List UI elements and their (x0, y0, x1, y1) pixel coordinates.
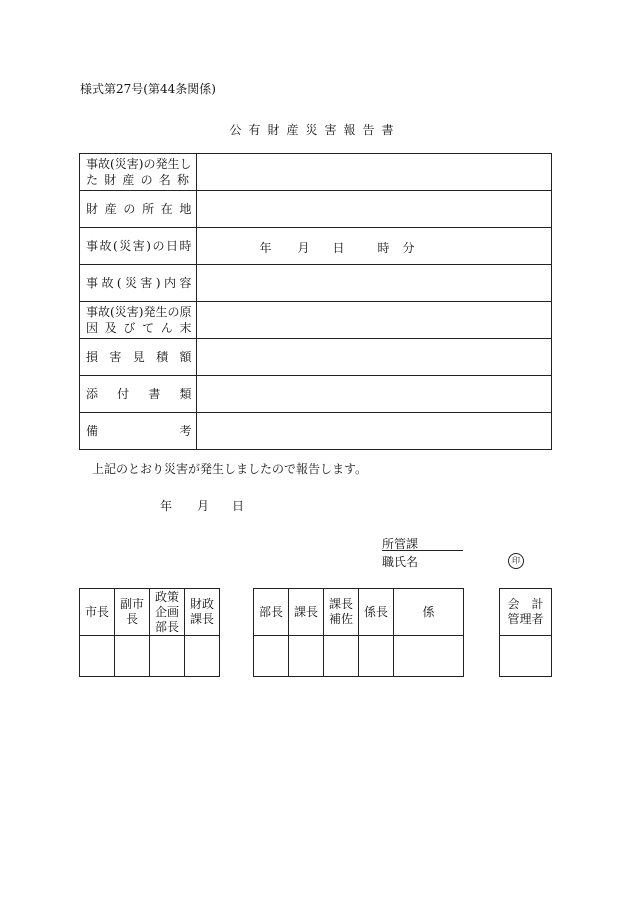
label-char: た (86, 173, 99, 187)
label-char: 備 (86, 424, 99, 438)
row-label-datetime (80, 228, 197, 265)
approval-stamps-c (499, 588, 552, 677)
approval-stamps-b (253, 588, 464, 677)
label-char: 災 (119, 239, 132, 253)
label-char: 見 (132, 350, 145, 364)
label-char: ( (116, 276, 122, 290)
label-char: び (123, 321, 136, 335)
datetime-year: 年 (259, 241, 272, 255)
label-char: の (140, 173, 153, 187)
cause-field[interactable] (196, 302, 552, 339)
label-line (86, 386, 192, 402)
table-row (80, 154, 552, 191)
datetime-minute: 分 (402, 241, 415, 255)
label-char: 生 (155, 305, 168, 319)
approval-header: 財政 課長 (185, 589, 220, 636)
label-char: ) (155, 276, 161, 290)
label-char: 故 (99, 239, 112, 253)
label-char: ) (138, 305, 144, 319)
label-char: 末 (179, 321, 192, 335)
label-char: 故 (101, 276, 114, 290)
approval-header: 係 (394, 589, 464, 636)
label-char: 地 (179, 202, 192, 216)
report-date-month: 月 (197, 499, 210, 513)
label-char: 害 (126, 305, 139, 319)
row-label-damage-estimate (80, 339, 197, 376)
approval-header: 課長 (289, 589, 324, 636)
stamp-box[interactable] (254, 636, 289, 677)
label-char: 害 (109, 350, 122, 364)
remarks-field[interactable] (196, 413, 552, 450)
report-statement: 上記のとおり災害が発生しましたので報告します。 (92, 462, 368, 476)
label-char: 称 (176, 173, 189, 187)
label-char: ) (146, 239, 151, 253)
label-char: て (142, 321, 155, 335)
label-char: 害 (126, 157, 139, 171)
label-char: の (123, 202, 136, 216)
label-line (86, 275, 192, 291)
approval-header: 市長 (80, 589, 115, 636)
label-char: 付 (117, 387, 130, 401)
row-label-cause (80, 302, 197, 339)
row-label-content (80, 265, 197, 302)
label-char: 産 (122, 173, 135, 187)
label-char: 災 (114, 157, 127, 171)
approval-header: 副市 長 (115, 589, 150, 636)
document-title: 公有財産災害報告書 (229, 123, 401, 137)
label-line (86, 172, 189, 188)
stamp-box[interactable] (150, 636, 185, 677)
property-name-field[interactable] (196, 154, 552, 191)
attachments-field[interactable] (196, 376, 552, 413)
row-label-location (80, 191, 197, 228)
label-char: 在 (160, 202, 173, 216)
label-char: ん (160, 321, 173, 335)
label-char: 財 (104, 173, 117, 187)
approval-header: 政策 企画 部長 (150, 589, 185, 636)
table-row (80, 376, 552, 413)
content-field[interactable] (196, 265, 552, 302)
label-char: 日 (165, 239, 178, 253)
label-char: 考 (179, 424, 192, 438)
label-char: の (167, 305, 180, 319)
label-char: 害 (140, 276, 153, 290)
stamp-box[interactable] (289, 636, 324, 677)
label-char: 災 (114, 305, 127, 319)
label-char: 生 (167, 157, 180, 171)
stamp-box[interactable] (115, 636, 150, 677)
stamp-box[interactable] (80, 636, 115, 677)
stamp-box[interactable] (359, 636, 394, 677)
label-char: 発 (143, 305, 156, 319)
label-char: 内 (163, 276, 176, 290)
label-char: 原 (179, 305, 192, 319)
name-label: 職氏名 (382, 555, 419, 569)
label-line (86, 201, 192, 217)
label-char: 時 (179, 239, 192, 253)
label-char: ( (110, 157, 115, 171)
label-char: 産 (104, 202, 117, 216)
datetime-month: 月 (297, 241, 310, 255)
label-line (86, 423, 192, 439)
approval-header: 会 計 管理者 (500, 589, 552, 636)
label-char: 故 (98, 305, 111, 319)
label-char: 添 (86, 387, 99, 401)
stamp-box[interactable] (185, 636, 220, 677)
datetime-hour: 時 (377, 241, 390, 255)
table-row (80, 339, 552, 376)
stamp-box[interactable] (324, 636, 359, 677)
approval-stamps-a (79, 588, 220, 677)
label-char: 発 (155, 157, 168, 171)
label-char: ) (138, 157, 144, 171)
label-char: し (179, 157, 192, 171)
table-row (80, 302, 552, 339)
label-char: 損 (86, 350, 99, 364)
approval-header: 係長 (359, 589, 394, 636)
report-date-day: 日 (232, 499, 245, 513)
label-char: 積 (156, 350, 169, 364)
datetime-field[interactable] (196, 228, 552, 265)
label-char: ( (113, 239, 118, 253)
label-line (86, 349, 192, 365)
label-char: 所 (142, 202, 155, 216)
approval-header: 部長 (254, 589, 289, 636)
label-line (86, 238, 192, 254)
label-char: の (152, 239, 165, 253)
row-label-remarks (80, 413, 197, 450)
label-char: 災 (124, 276, 137, 290)
damage-estimate-field[interactable] (196, 339, 552, 376)
stamp-box[interactable] (394, 636, 464, 677)
label-char: 事 (86, 305, 99, 319)
stamp-box[interactable] (500, 636, 552, 677)
table-row (80, 413, 552, 450)
label-char: 容 (179, 276, 192, 290)
report-table (79, 153, 552, 450)
label-line (86, 304, 192, 320)
department-label: 所管課 (382, 535, 463, 551)
label-char: 事 (86, 276, 99, 290)
label-line (86, 320, 192, 336)
label-char: の (143, 157, 156, 171)
label-char: 名 (158, 173, 171, 187)
table-row (80, 265, 552, 302)
label-char: 事 (86, 157, 99, 171)
form-number: 様式第27号(第44条関係) (80, 82, 216, 96)
label-char: 害 (132, 239, 145, 253)
seal-mark: 印 (508, 553, 524, 569)
datetime-day: 日 (332, 241, 345, 255)
label-char: 事 (86, 239, 99, 253)
label-char: 書 (148, 387, 161, 401)
label-char: 故 (98, 157, 111, 171)
report-date-year: 年 (160, 499, 173, 513)
label-char: 及 (104, 321, 117, 335)
label-char: 財 (86, 202, 99, 216)
label-char: 額 (179, 350, 192, 364)
location-field[interactable] (196, 191, 552, 228)
table-row (80, 191, 552, 228)
row-label-property-name (80, 154, 197, 191)
row-label-attachments (80, 376, 197, 413)
approval-header: 課長 補佐 (324, 589, 359, 636)
label-line (86, 156, 192, 172)
label-char: 因 (86, 321, 99, 335)
label-char: ( (110, 305, 115, 319)
table-row (80, 228, 552, 265)
label-char: 類 (179, 387, 192, 401)
